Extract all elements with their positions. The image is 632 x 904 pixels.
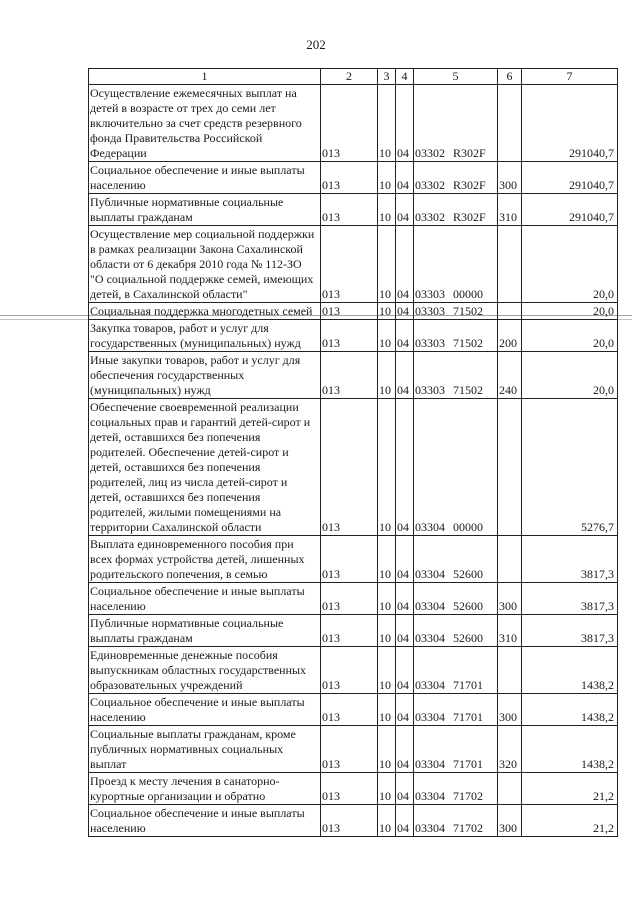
row-code-3-cell: 10 (378, 320, 396, 352)
target-article-part: 03304 (415, 520, 445, 534)
row-code-2-cell: 013 (321, 85, 378, 162)
row-code-6-cell: 310 (498, 194, 522, 226)
row-code-4-cell: 04 (396, 320, 414, 352)
row-target-article-cell (414, 694, 498, 726)
table-row (89, 303, 618, 320)
row-code-6-cell (498, 399, 522, 536)
column-header: 7 (522, 69, 618, 85)
row-name-cell: Публичные нормативные социальные выплаты гражданам (89, 615, 321, 647)
column-header: 6 (498, 69, 522, 85)
row-code-6-cell (498, 773, 522, 805)
row-code-4-cell: 04 (396, 536, 414, 583)
row-name-cell: Обеспечение своевременной реализации социальных прав и гарантий детей-сирот и детей, оставшихся без попечения родителей. Обеспечение детей-сирот и детей, оставшихся без попечения родителей, лиц из числа детей-сирот и детей, оставшихся без попечения родителей, жилыми помещениями на территории Сахалинской области (89, 399, 321, 536)
row-code-3-cell: 10 (378, 773, 396, 805)
row-code-3-cell: 10 (378, 615, 396, 647)
row-amount-cell: 3817,3 (522, 536, 618, 583)
budget-table (88, 68, 618, 837)
row-name-cell: Осуществление ежемесячных выплат на детей в возрасте от трех до семи лет включительно за счет средств резервного фонда Правительства Российской Федерации (89, 85, 321, 162)
row-code-3-cell: 10 (378, 726, 396, 773)
row-code-2-cell: 013 (321, 399, 378, 536)
row-target-article-cell (414, 805, 498, 837)
row-code-6-cell: 200 (498, 320, 522, 352)
target-article-part: 71702 (453, 789, 483, 803)
row-amount-cell: 3817,3 (522, 583, 618, 615)
row-target-article-cell (414, 320, 498, 352)
page-number: 202 (306, 37, 326, 52)
row-target-article-cell (414, 726, 498, 773)
column-header: 5 (414, 69, 498, 85)
column-header: 1 (89, 69, 321, 85)
row-code-2-cell: 013 (321, 536, 378, 583)
target-article-part: R302F (453, 178, 486, 192)
row-code-4-cell: 04 (396, 194, 414, 226)
row-name-cell: Социальная поддержка многодетных семей (89, 303, 321, 320)
target-article-part: 71502 (453, 336, 483, 350)
row-amount-cell: 291040,7 (522, 85, 618, 162)
row-target-article-cell (414, 226, 498, 303)
row-code-6-cell: 240 (498, 352, 522, 399)
column-header: 4 (396, 69, 414, 85)
row-name-cell: Социальное обеспечение и иные выплаты населению (89, 694, 321, 726)
row-target-article-cell (414, 615, 498, 647)
target-article-part: 03302 (415, 146, 445, 160)
row-code-2-cell: 013 (321, 162, 378, 194)
row-code-3-cell: 10 (378, 583, 396, 615)
row-name-cell: Осуществление мер социальной поддержки в рамках реализации Закона Сахалинской области от 6 декабря 2010 года № 112-ЗО "О социальной поддержке семей, имеющих детей, в Сахалинской области" (89, 226, 321, 303)
target-article-part: 03303 (415, 304, 445, 318)
row-code-3-cell: 10 (378, 399, 396, 536)
row-code-2-cell: 013 (321, 226, 378, 303)
row-target-article-cell (414, 583, 498, 615)
target-article-part: R302F (453, 210, 486, 224)
row-amount-cell: 291040,7 (522, 162, 618, 194)
row-name-cell: Публичные нормативные социальные выплаты гражданам (89, 194, 321, 226)
row-code-4-cell: 04 (396, 583, 414, 615)
row-name-cell: Социальное обеспечение и иные выплаты населению (89, 162, 321, 194)
row-code-6-cell: 320 (498, 726, 522, 773)
table-row (89, 162, 618, 194)
column-header: 2 (321, 69, 378, 85)
target-article-part: 71502 (453, 304, 483, 318)
row-name-cell: Единовременные денежные пособия выпускникам областных государственных образовательных учреждений (89, 647, 321, 694)
target-article-part: 03304 (415, 757, 445, 771)
row-code-6-cell: 300 (498, 694, 522, 726)
row-code-2-cell: 013 (321, 647, 378, 694)
row-code-4-cell: 04 (396, 303, 414, 320)
row-code-2-cell: 013 (321, 320, 378, 352)
row-target-article-cell (414, 303, 498, 320)
table-row (89, 773, 618, 805)
row-code-6-cell (498, 303, 522, 320)
row-target-article-cell (414, 773, 498, 805)
row-code-6-cell: 300 (498, 805, 522, 837)
row-code-3-cell: 10 (378, 352, 396, 399)
target-article-part: 71701 (453, 678, 483, 692)
table-row (89, 647, 618, 694)
target-article-part: 71502 (453, 383, 483, 397)
row-amount-cell: 21,2 (522, 773, 618, 805)
target-article-part: 03304 (415, 599, 445, 613)
row-name-cell: Иные закупки товаров, работ и услуг для обеспечения государственных (муниципальных) нужд (89, 352, 321, 399)
target-article-part: 03302 (415, 210, 445, 224)
row-code-4-cell: 04 (396, 726, 414, 773)
target-article-part: 52600 (453, 599, 483, 613)
row-target-article-cell (414, 162, 498, 194)
target-article-part: 03303 (415, 336, 445, 350)
table-row (89, 320, 618, 352)
target-article-part: 03303 (415, 287, 445, 301)
row-code-6-cell (498, 226, 522, 303)
target-article-part: 03304 (415, 710, 445, 724)
row-code-2-cell: 013 (321, 694, 378, 726)
row-name-cell: Социальное обеспечение и иные выплаты населению (89, 805, 321, 837)
table-row (89, 536, 618, 583)
row-amount-cell: 1438,2 (522, 647, 618, 694)
row-code-6-cell: 300 (498, 583, 522, 615)
target-article-part: 03304 (415, 821, 445, 835)
target-article-part: 03304 (415, 567, 445, 581)
table-row (89, 726, 618, 773)
table-row (89, 583, 618, 615)
target-article-part: 03304 (415, 631, 445, 645)
table-row (89, 85, 618, 162)
target-article-part: 03303 (415, 383, 445, 397)
row-code-2-cell: 013 (321, 773, 378, 805)
table-row (89, 615, 618, 647)
row-amount-cell: 1438,2 (522, 726, 618, 773)
table-row (89, 352, 618, 399)
row-code-2-cell: 013 (321, 352, 378, 399)
row-code-6-cell (498, 536, 522, 583)
row-code-4-cell: 04 (396, 805, 414, 837)
target-article-part: 71702 (453, 821, 483, 835)
row-name-cell: Проезд к месту лечения в санаторно-курортные организации и обратно (89, 773, 321, 805)
target-article-part: 71701 (453, 757, 483, 771)
target-article-part: 71701 (453, 710, 483, 724)
row-target-article-cell (414, 194, 498, 226)
row-name-cell: Выплата единовременного пособия при всех формах устройства детей, лишенных родительского попечения, в семью (89, 536, 321, 583)
header-row (89, 69, 618, 85)
row-code-2-cell: 013 (321, 726, 378, 773)
row-amount-cell: 20,0 (522, 352, 618, 399)
row-target-article-cell (414, 399, 498, 536)
row-code-3-cell: 10 (378, 85, 396, 162)
table-row (89, 194, 618, 226)
target-article-part: 03304 (415, 678, 445, 692)
target-article-part: 52600 (453, 631, 483, 645)
row-code-2-cell: 013 (321, 194, 378, 226)
row-code-3-cell: 10 (378, 194, 396, 226)
row-code-6-cell: 300 (498, 162, 522, 194)
row-code-4-cell: 04 (396, 773, 414, 805)
row-code-3-cell: 10 (378, 805, 396, 837)
row-code-3-cell: 10 (378, 162, 396, 194)
row-code-4-cell: 04 (396, 399, 414, 536)
row-amount-cell: 5276,7 (522, 399, 618, 536)
row-code-4-cell: 04 (396, 352, 414, 399)
row-code-6-cell (498, 85, 522, 162)
target-article-part: 52600 (453, 567, 483, 581)
target-article-part: 03304 (415, 789, 445, 803)
row-code-3-cell: 10 (378, 226, 396, 303)
target-article-part: 03302 (415, 178, 445, 192)
row-code-6-cell (498, 647, 522, 694)
row-code-3-cell: 10 (378, 536, 396, 583)
target-article-part: R302F (453, 146, 486, 160)
row-code-4-cell: 04 (396, 615, 414, 647)
row-name-cell: Социальные выплаты гражданам, кроме публичных нормативных социальных выплат (89, 726, 321, 773)
row-amount-cell: 20,0 (522, 226, 618, 303)
row-amount-cell: 291040,7 (522, 194, 618, 226)
table-row (89, 399, 618, 536)
row-target-article-cell (414, 536, 498, 583)
target-article-part: 00000 (453, 520, 483, 534)
table-row (89, 694, 618, 726)
row-code-4-cell: 04 (396, 694, 414, 726)
row-code-4-cell: 04 (396, 226, 414, 303)
row-code-3-cell: 10 (378, 647, 396, 694)
row-name-cell: Закупка товаров, работ и услуг для государственных (муниципальных) нужд (89, 320, 321, 352)
row-name-cell: Социальное обеспечение и иные выплаты населению (89, 583, 321, 615)
row-code-4-cell: 04 (396, 85, 414, 162)
row-code-2-cell: 013 (321, 615, 378, 647)
row-amount-cell: 20,0 (522, 320, 618, 352)
row-code-2-cell: 013 (321, 303, 378, 320)
row-target-article-cell (414, 352, 498, 399)
row-amount-cell: 20,0 (522, 303, 618, 320)
row-code-3-cell: 10 (378, 694, 396, 726)
row-amount-cell: 1438,2 (522, 694, 618, 726)
row-amount-cell: 3817,3 (522, 615, 618, 647)
row-code-4-cell: 04 (396, 162, 414, 194)
table-row (89, 226, 618, 303)
table-row (89, 805, 618, 837)
row-target-article-cell (414, 85, 498, 162)
row-code-4-cell: 04 (396, 647, 414, 694)
row-target-article-cell (414, 647, 498, 694)
table-body (89, 85, 618, 837)
row-code-6-cell: 310 (498, 615, 522, 647)
row-code-3-cell: 10 (378, 303, 396, 320)
column-header: 3 (378, 69, 396, 85)
target-article-part: 00000 (453, 287, 483, 301)
row-code-2-cell: 013 (321, 583, 378, 615)
row-amount-cell: 21,2 (522, 805, 618, 837)
row-code-2-cell: 013 (321, 805, 378, 837)
